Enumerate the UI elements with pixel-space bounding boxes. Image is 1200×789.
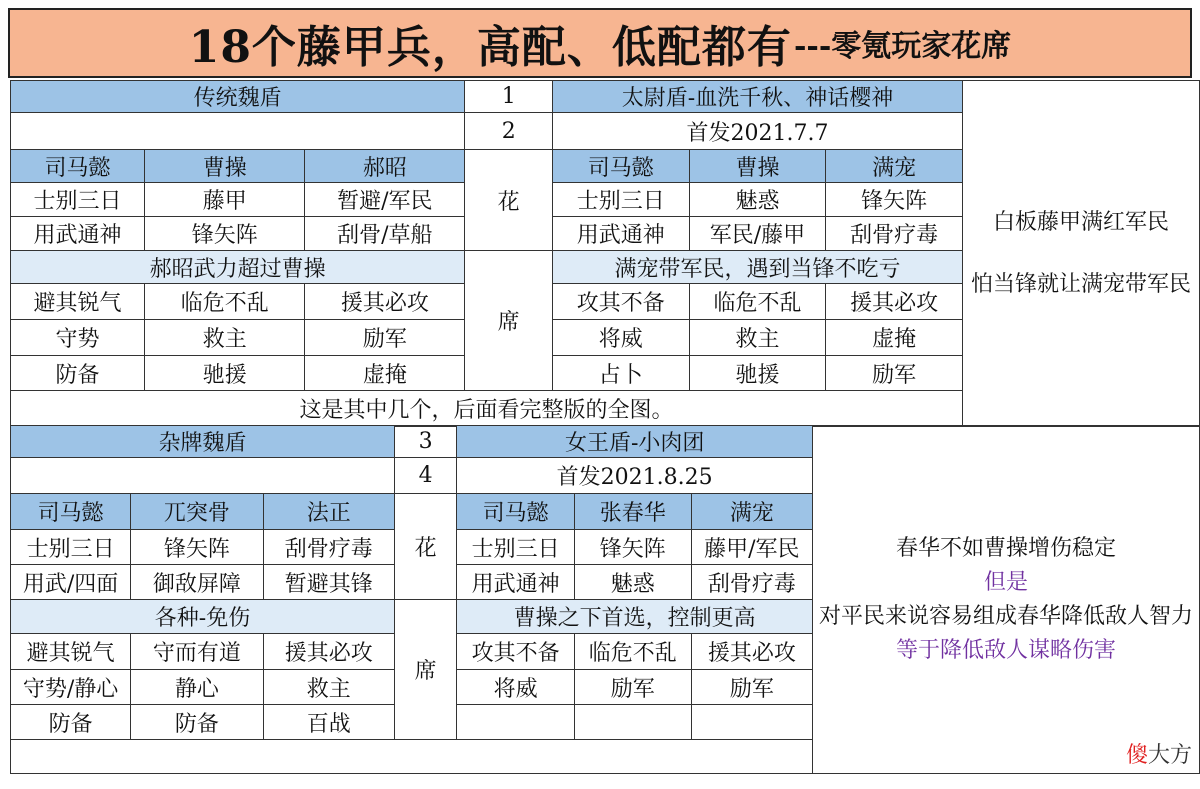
s2-tactic-cell: 防备: [11, 705, 131, 740]
s2-mid-top: 花: [394, 494, 456, 600]
s1-right-note: 满宠带军民，遇到当锋不吃亏: [553, 251, 963, 284]
s1-tactic-cell: 励军: [305, 320, 465, 356]
s2-side-note-1: 春华不如曹操增伤稳定: [895, 535, 1116, 561]
s2-footer-blank: [11, 740, 813, 774]
s2-skill-cell: 魅惑: [574, 565, 691, 600]
s2-tactic-cell: [457, 705, 574, 740]
s1-footer-note: 这是其中几个，后面看完整版的全图。: [11, 391, 963, 427]
s2-right-note: 曹操之下首选，控制更高: [457, 600, 813, 634]
s1-skill-cell: 锋矢阵: [826, 183, 963, 217]
watermark: [1126, 738, 1192, 769]
watermark-red: 傻: [1125, 743, 1148, 768]
s1-skill-cell: 士别三日: [553, 183, 689, 217]
s1-tactic-cell: 援其必攻: [305, 284, 465, 320]
s2-tactic-cell: 励军: [691, 670, 812, 705]
s2-skill-cell: 藤甲/军民: [691, 530, 812, 565]
s1-skill-cell: 用武通神: [553, 217, 689, 251]
s2-tactic-cell: 静心: [131, 670, 263, 705]
s1-right-general-1: 司马懿: [553, 150, 689, 183]
s2-tactic-cell: 临危不乱: [574, 634, 691, 670]
s1-num-b: 2: [465, 113, 553, 150]
s1-left-blank: [11, 113, 465, 150]
s2-right-subheader: 首发2021.8.25: [457, 458, 813, 494]
s1-tactic-cell: 守势: [11, 320, 145, 356]
s2-right-general-1: 司马懿: [457, 494, 574, 530]
s2-skill-cell: 锋矢阵: [574, 530, 691, 565]
s2-right-header: 女王盾-小肉团: [457, 426, 813, 458]
s1-tactic-cell: 救主: [689, 320, 826, 356]
s1-skill-cell: 锋矢阵: [145, 217, 305, 251]
s2-left-general-3: 法正: [263, 494, 394, 530]
s1-tactic-cell: 驰援: [145, 356, 305, 391]
s2-mid-bottom: 席: [394, 600, 456, 740]
s2-tactic-cell: 防备: [131, 705, 263, 740]
s1-left-general-2: 曹操: [145, 150, 305, 183]
s1-mid-bottom: 席: [465, 251, 553, 391]
s1-skill-cell: 刮骨疗毒: [826, 217, 963, 251]
s1-tactic-cell: 将威: [553, 320, 689, 356]
s2-tactic-cell: 励军: [574, 670, 691, 705]
watermark-rest: 大方: [1147, 743, 1192, 768]
s1-tactic-cell: 防备: [11, 356, 145, 391]
s2-side-note-4: 等于降低敌人谋略伤害: [895, 637, 1116, 663]
title-main: 18个藤甲兵，高配、低配都有: [188, 22, 792, 73]
s1-tactic-cell: 虚掩: [305, 356, 465, 391]
s1-left-general-3: 郝昭: [305, 150, 465, 183]
s1-left-note: 郝昭武力超过曹操: [11, 251, 465, 284]
s1-tactic-cell: 攻其不备: [553, 284, 689, 320]
s2-skill-cell: 锋矢阵: [131, 530, 263, 565]
s2-skill-cell: 暂避其锋: [263, 565, 394, 600]
s1-side-note-1: 白板藤甲满红军民: [992, 209, 1169, 235]
s2-tactic-cell: 救主: [263, 670, 394, 705]
page-title: [8, 8, 1192, 78]
s1-mid-top: 花: [465, 150, 553, 251]
s2-tactic-cell: 守势/静心: [11, 670, 131, 705]
s1-right-header: 太尉盾-血洗千秋、神话樱神: [553, 81, 963, 113]
s2-num-a: 3: [394, 426, 456, 458]
s1-side-notes: [962, 81, 1199, 427]
s2-left-header: 杂牌魏盾: [11, 426, 395, 458]
s2-side-note-3: 对平民来说容易组成春华降低敌人智力: [818, 603, 1193, 629]
s2-skill-cell: 刮骨疗毒: [263, 530, 394, 565]
s2-left-general-1: 司马懿: [11, 494, 131, 530]
s2-tactic-cell: 守而有道: [131, 634, 263, 670]
s2-skill-cell: 士别三日: [11, 530, 131, 565]
s1-skill-cell: 藤甲: [145, 183, 305, 217]
s2-tactic-cell: [691, 705, 812, 740]
s2-left-blank: [11, 458, 395, 494]
s1-side-note-2: 怕当锋就让满宠带军民: [970, 271, 1191, 297]
s1-tactic-cell: 驰援: [689, 356, 826, 391]
s2-side-note-2: 但是: [983, 569, 1028, 595]
s2-skill-cell: 御敌屏障: [131, 565, 263, 600]
s2-skill-cell: 士别三日: [457, 530, 574, 565]
s2-tactic-cell: 将威: [457, 670, 574, 705]
s1-left-header: 传统魏盾: [11, 81, 465, 113]
s2-tactic-cell: [574, 705, 691, 740]
s2-right-general-2: 张春华: [574, 494, 691, 530]
s1-tactic-cell: 援其必攻: [826, 284, 963, 320]
s1-right-subheader: 首发2021.7.7: [553, 113, 963, 150]
s1-tactic-cell: 励军: [826, 356, 963, 391]
s1-tactic-cell: 避其锐气: [11, 284, 145, 320]
s1-right-general-2: 曹操: [689, 150, 826, 183]
section-2-table: [10, 425, 1200, 774]
s1-tactic-cell: 虚掩: [826, 320, 963, 356]
s1-right-general-3: 满宠: [826, 150, 963, 183]
s1-tactic-cell: 临危不乱: [689, 284, 826, 320]
section-1-table: [10, 80, 1200, 427]
s2-skill-cell: 刮骨疗毒: [691, 565, 812, 600]
s2-tactic-cell: 百战: [263, 705, 394, 740]
s1-num-a: 1: [465, 81, 553, 113]
s1-skill-cell: 士别三日: [11, 183, 145, 217]
s1-tactic-cell: 临危不乱: [145, 284, 305, 320]
s2-tactic-cell: 避其锐气: [11, 634, 131, 670]
s2-left-general-2: 兀突骨: [131, 494, 263, 530]
s1-tactic-cell: 占卜: [553, 356, 689, 391]
title-author: ---零氪玩家花席: [793, 29, 1012, 64]
s2-side-notes: [812, 426, 1199, 774]
s1-tactic-cell: 救主: [145, 320, 305, 356]
s2-num-b: 4: [394, 458, 456, 494]
s1-skill-cell: 用武通神: [11, 217, 145, 251]
s1-left-general-1: 司马懿: [11, 150, 145, 183]
s2-right-general-3: 满宠: [691, 494, 812, 530]
s2-skill-cell: 用武通神: [457, 565, 574, 600]
s2-left-note: 各种-免伤: [11, 600, 395, 634]
s2-skill-cell: 用武/四面: [11, 565, 131, 600]
s1-skill-cell: 魅惑: [689, 183, 826, 217]
s1-skill-cell: 刮骨/草船: [305, 217, 465, 251]
s2-tactic-cell: 援其必攻: [263, 634, 394, 670]
s2-tactic-cell: 攻其不备: [457, 634, 574, 670]
s1-skill-cell: 暂避/军民: [305, 183, 465, 217]
s1-skill-cell: 军民/藤甲: [689, 217, 826, 251]
s2-tactic-cell: 援其必攻: [691, 634, 812, 670]
